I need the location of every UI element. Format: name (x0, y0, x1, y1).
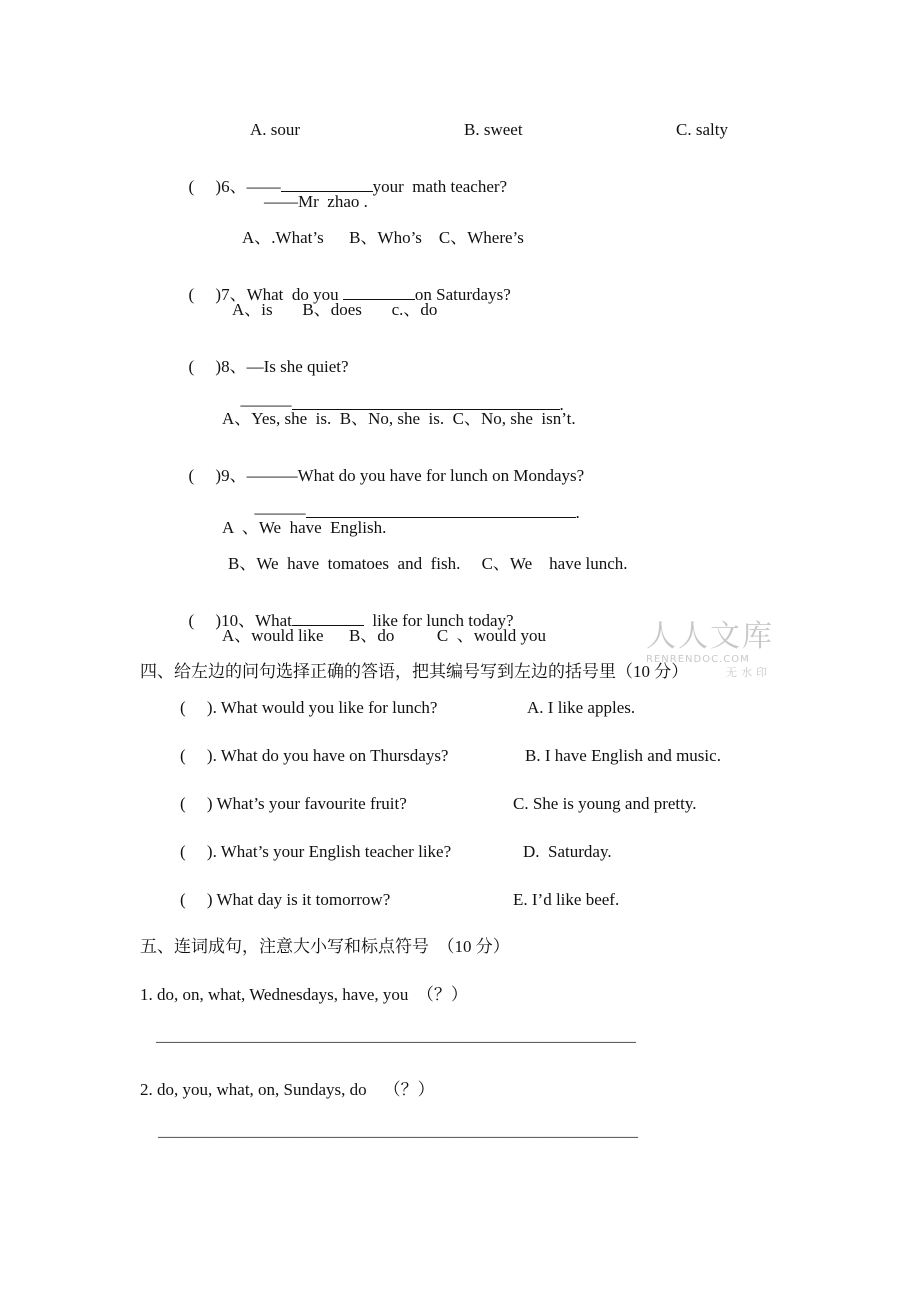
q6-question-text: your math teacher? (372, 177, 508, 196)
q9-option-bc: B、We have tomatoes and fish. C、We have lunch. (228, 554, 628, 573)
q9-answer-prefix: ——— (254, 503, 306, 522)
section4-answer-a: A. I like apples. (527, 698, 636, 717)
section4-question-3: ( ) What’s your favourite fruit? (180, 794, 407, 813)
watermark-tag: 无水印 (726, 666, 771, 679)
q6-reply: ——Mr zhao . (264, 192, 368, 211)
q8-question (180, 337, 349, 377)
section4-title: 四、给左边的问句选择正确的答语，把其编号写到左边的括号里（10 分） (140, 662, 689, 681)
section5-answer-line-1: ———————————————————————————————— (156, 1034, 636, 1050)
q9-option-a: A 、We have English. (222, 518, 387, 537)
section4-question-1: ( ). What would you like for lunch? (180, 698, 438, 717)
q5-option-c: C. salty (676, 120, 728, 139)
q8-answer-prefix: ——— (240, 395, 292, 414)
section5-item-1: 1. do, on, what, Wednesdays, have, you （？） (140, 985, 468, 1004)
q10-blank (292, 610, 364, 626)
section4-question-4: ( ). What’s your English teacher like? (180, 842, 452, 861)
q7-blank (343, 284, 415, 300)
q5-option-a: A. sour (250, 120, 301, 139)
q7-text-after: on Saturdays? (414, 285, 511, 304)
q8-paren: ( ) (188, 357, 222, 376)
q10-question (180, 590, 514, 631)
q7-question (180, 264, 511, 305)
q6-options: A、.What’s B、Who’s C、Where’s (242, 228, 524, 247)
section5-answer-line-2: ———————————————————————————————— (158, 1129, 638, 1145)
q7-options: A、is B、does c.、do (232, 300, 438, 319)
q9-answer-line (246, 482, 580, 523)
section4-answer-e: E. I’d like beef. (513, 890, 620, 909)
q8-options: A、Yes, she is. B、No, she is. C、No, she isn’t. (222, 409, 576, 428)
q10-options: A、would like B、do C 、would you (222, 626, 546, 645)
section4-answer-d: D. Saturday. (523, 842, 612, 861)
watermark-logo (646, 619, 776, 679)
q8-text: 8、—Is she quiet? (221, 357, 349, 376)
watermark-main: 人人文库 (646, 619, 774, 654)
q10-paren: ( ) (188, 611, 222, 630)
section4-question-5: ( ) What day is it tomorrow? (180, 890, 391, 909)
q9-question (180, 446, 584, 486)
watermark-sub: RENRENDOC.COM (646, 654, 750, 665)
section5-title: 五、连词成句，注意大小写和标点符号 （10 分） (140, 937, 510, 956)
section4-question-2: ( ). What do you have on Thursdays? (180, 746, 449, 765)
q6-paren: ( ) (188, 177, 222, 196)
q10-text-before: 10、What (221, 611, 292, 630)
q8-answer-dot: . (559, 395, 564, 414)
section4-answer-c: C. She is young and pretty. (513, 794, 697, 813)
q9-text: 9、———What do you have for lunch on Mondays? (221, 466, 585, 485)
q8-answer-blank (292, 394, 560, 410)
q6-number: 6、—— (221, 177, 281, 196)
q7-paren: ( ) (188, 285, 222, 304)
q6-question (180, 156, 507, 197)
q9-paren: ( ) (188, 466, 222, 485)
q6-blank (281, 176, 373, 192)
q9-answer-dot: . (575, 503, 580, 522)
section5-item-2: 2. do, you, what, on, Sundays, do （？） (140, 1080, 435, 1099)
q7-text-before: 7、What do you (221, 285, 343, 304)
q10-text-after: like for lunch today? (363, 611, 514, 630)
section4-answer-b: B. I have English and music. (525, 746, 721, 765)
q5-option-b: B. sweet (464, 120, 523, 139)
q9-answer-blank (306, 502, 576, 518)
